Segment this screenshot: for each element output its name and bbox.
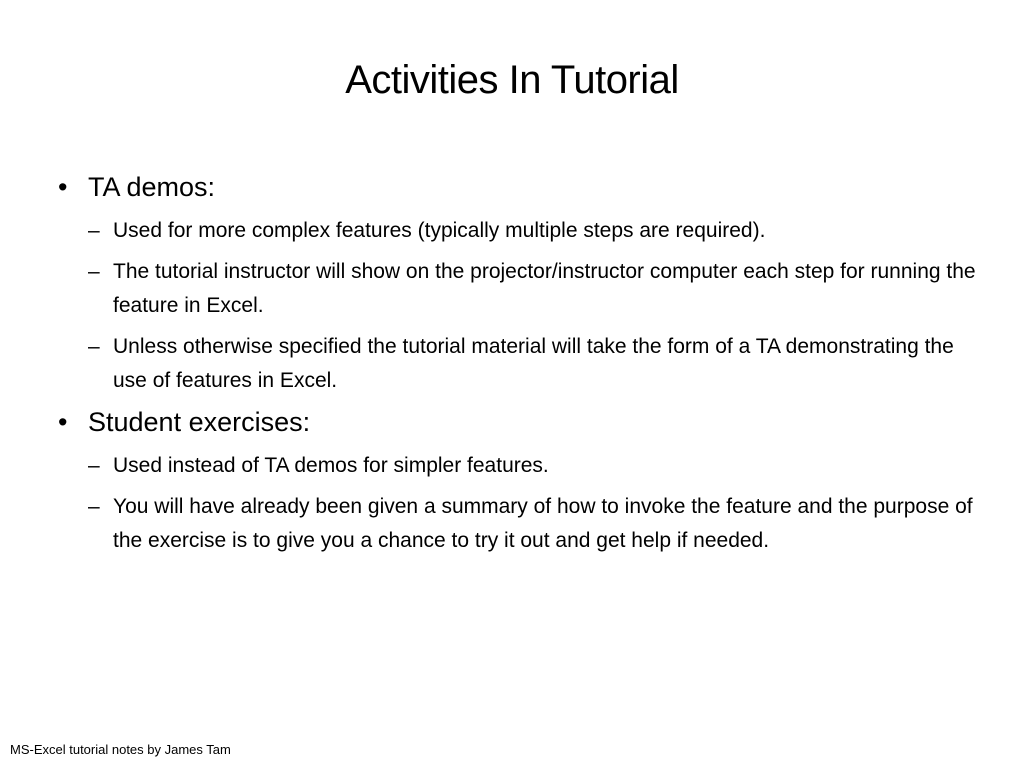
bullet-ta-demos	[58, 170, 978, 204]
sub-bullet-marker: –	[88, 495, 100, 518]
slide-content	[58, 170, 978, 565]
student-exercises-sub-list	[58, 449, 978, 558]
bullet-text: TA demos:	[88, 172, 216, 202]
sub-bullet-marker: –	[88, 335, 100, 358]
sub-bullet-text: Unless otherwise specified the tutorial material will take the form of a TA demonstrating the use of features in Excel.	[113, 335, 954, 392]
sub-bullet	[58, 214, 978, 248]
sub-bullet-text: Used instead of TA demos for simpler features.	[113, 454, 549, 477]
bullet-marker: •	[58, 172, 68, 202]
bullet-text: Student exercises:	[88, 407, 311, 437]
bullet-student-exercises	[58, 405, 978, 439]
sub-bullet-marker: –	[88, 454, 100, 477]
sub-bullet-text: The tutorial instructor will show on the projector/instructor computer each step for running the feature in Excel.	[113, 260, 976, 317]
sub-bullet-text: You will have already been given a summary of how to invoke the feature and the purpose of the exercise is to give you a chance to try it out and get help if needed.	[113, 495, 973, 552]
sub-bullet	[58, 490, 978, 558]
slide-title: Activities In Tutorial	[345, 58, 679, 102]
sub-bullet	[58, 330, 978, 398]
bullet-marker: •	[58, 407, 68, 437]
sub-bullet-text: Used for more complex features (typically multiple steps are required).	[113, 219, 766, 242]
sub-bullet	[58, 255, 978, 323]
ta-demos-sub-list	[58, 214, 978, 398]
sub-bullet	[58, 449, 978, 483]
sub-bullet-marker: –	[88, 260, 100, 283]
sub-bullet-marker: –	[88, 219, 100, 242]
footer-note: MS-Excel tutorial notes by James Tam	[10, 742, 231, 757]
